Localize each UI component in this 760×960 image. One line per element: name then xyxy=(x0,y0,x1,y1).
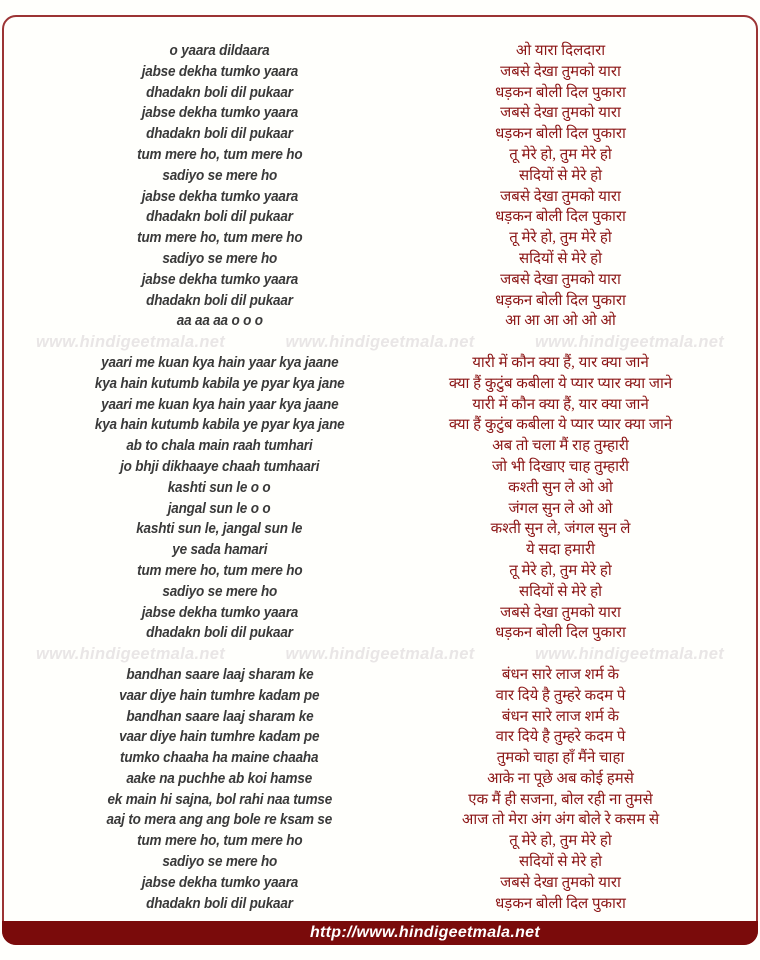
lyric-line-latin xyxy=(49,665,390,686)
lyric-hindi-text: जबसे देखा तुमको यारा xyxy=(500,604,621,621)
lyric-hindi-text: बंधन सारे लाज शर्म के xyxy=(501,666,620,683)
lyric-latin-text: dhadakn boli dil pukaar xyxy=(146,83,293,101)
watermark-row xyxy=(4,644,756,665)
lyric-line-latin xyxy=(49,374,390,395)
lyric-line-latin xyxy=(49,582,390,603)
lyric-latin-text: sadiyo se mere ho xyxy=(162,166,277,184)
watermark-text: www.hindigeetmala.net xyxy=(36,333,226,352)
lyric-line-hindi xyxy=(390,748,731,769)
lyric-latin-text: jabse dekha tumko yaara xyxy=(141,603,298,621)
lyric-line-row xyxy=(4,270,756,291)
lyric-line-latin xyxy=(49,748,390,769)
lyric-latin-text: sadiyo se mere ho xyxy=(162,249,277,267)
lyric-line-hindi xyxy=(390,831,731,852)
lyric-line-hindi xyxy=(390,83,731,104)
lyric-line-hindi xyxy=(390,415,731,436)
lyric-latin-text: jo bhji dikhaaye chaah tumhaari xyxy=(119,457,320,475)
lyric-line-hindi xyxy=(390,395,731,416)
lyric-line-hindi xyxy=(390,478,731,499)
lyric-line-row xyxy=(4,395,756,416)
lyric-line-latin xyxy=(49,145,390,166)
lyric-line-hindi xyxy=(390,457,731,478)
lyric-line-hindi xyxy=(390,790,731,811)
lyric-latin-text: kya hain kutumb kabila ye pyar kya jane xyxy=(94,416,345,434)
lyric-hindi-text: सदियों से मेरे हो xyxy=(519,583,602,600)
lyric-latin-text: o yaara dildaara xyxy=(169,42,270,59)
lyric-line-latin xyxy=(49,311,390,332)
lyric-latin-text: kashti sun le, jangal sun le xyxy=(136,520,303,538)
lyric-line-hindi xyxy=(390,499,731,520)
lyric-line-hindi xyxy=(390,561,731,582)
lyric-line-latin xyxy=(49,790,390,811)
lyric-line-latin xyxy=(49,187,390,208)
lyric-line-row xyxy=(4,457,756,478)
lyric-latin-text: aa aa aa o o o xyxy=(176,312,263,330)
lyric-line-row xyxy=(4,478,756,499)
lyric-latin-text: jangal sun le o o xyxy=(168,499,271,517)
lyric-line-latin xyxy=(49,852,390,873)
lyric-line-latin xyxy=(49,291,390,312)
lyric-line-hindi xyxy=(390,353,731,374)
lyric-line-row xyxy=(4,62,756,83)
lyric-line-row xyxy=(4,582,756,603)
lyric-line-row xyxy=(4,353,756,374)
lyric-hindi-text: जंगल सुन ले ओ ओ xyxy=(508,500,613,517)
lyric-latin-text: sadiyo se mere ho xyxy=(162,853,277,871)
lyric-hindi-text: तू मेरे हो, तुम मेरे हो xyxy=(509,230,612,247)
lyric-line-latin xyxy=(49,540,390,561)
lyric-line-hindi xyxy=(390,249,731,270)
lyric-hindi-text: आ आ आ ओ ओ ओ xyxy=(505,313,616,330)
lyric-latin-text: ab to chala main raah tumhari xyxy=(126,437,313,455)
lyric-latin-text: jabse dekha tumko yaara xyxy=(141,104,298,122)
lyric-latin-text: jabse dekha tumko yaara xyxy=(141,873,298,891)
lyric-line-latin xyxy=(49,686,390,707)
lyric-latin-text: yaari me kuan kya hain yaar kya jaane xyxy=(100,353,339,371)
lyric-latin-text: jabse dekha tumko yaara xyxy=(141,187,298,205)
lyric-latin-text: sadiyo se mere ho xyxy=(162,582,277,600)
lyric-line-hindi xyxy=(390,228,731,249)
lyric-line-hindi xyxy=(390,291,731,312)
lyric-hindi-text: कश्ती सुन ले, जंगल सुन ले xyxy=(490,521,631,538)
lyric-latin-text: tum mere ho, tum mere ho xyxy=(136,229,303,247)
lyric-line-hindi xyxy=(390,894,731,915)
lyric-line-hindi xyxy=(390,623,731,644)
lyric-line-latin xyxy=(49,769,390,790)
watermark-text: www.hindigeetmala.net xyxy=(36,645,226,663)
lyric-latin-text: jabse dekha tumko yaara xyxy=(141,270,298,288)
lyric-line-latin xyxy=(49,83,390,104)
lyric-hindi-text: जबसे देखा तुमको यारा xyxy=(500,271,621,288)
lyric-line-hindi xyxy=(390,187,731,208)
lyric-line-row xyxy=(4,707,756,728)
lyric-latin-text: kashti sun le o o xyxy=(168,478,271,496)
lyric-hindi-text: तू मेरे हो, तुम मेरे हो xyxy=(509,833,612,850)
lyric-line-latin xyxy=(49,873,390,894)
lyric-line-hindi xyxy=(390,207,731,228)
lyric-hindi-text: जो भी दिखाए चाह तुम्हारी xyxy=(491,458,630,475)
lyric-line-row xyxy=(4,561,756,582)
lyric-line-row xyxy=(4,207,756,228)
lyric-latin-text: bandhan saare laaj sharam ke xyxy=(125,665,314,683)
lyric-hindi-text: क्या हैं कुटुंब कबीला ये प्यार प्यार क्या जाने xyxy=(448,417,673,434)
lyric-latin-text: tum mere ho, tum mere ho xyxy=(136,561,303,579)
watermark-text: www.hindigeetmala.net xyxy=(285,333,475,352)
lyric-hindi-text: सदियों से मेरे हो xyxy=(519,854,602,871)
lyric-latin-text: yaari me kuan kya hain yaar kya jaane xyxy=(100,395,339,413)
lyric-line-latin xyxy=(49,457,390,478)
watermark-text: www.hindigeetmala.net xyxy=(534,333,724,352)
lyric-line-row xyxy=(4,769,756,790)
lyric-hindi-text: धड़कन बोली दिल पुकारा xyxy=(495,126,626,143)
lyric-line-row xyxy=(4,145,756,166)
lyric-line-latin xyxy=(49,103,390,124)
lyric-line-row xyxy=(4,686,756,707)
lyric-hindi-text: अब तो चला मैं राह तुम्हारी xyxy=(492,438,629,455)
lyric-line-latin xyxy=(49,478,390,499)
watermark-text: www.hindigeetmala.net xyxy=(285,645,475,663)
footer-url: http://www.hindigeetmala.net xyxy=(309,924,541,941)
lyric-line-hindi xyxy=(390,769,731,790)
lyric-hindi-text: तू मेरे हो, तुम मेरे हो xyxy=(509,146,612,163)
lyric-line-hindi xyxy=(390,727,731,748)
lyric-line-row xyxy=(4,894,756,915)
lyric-line-row xyxy=(4,41,756,62)
lyric-latin-text: jabse dekha tumko yaara xyxy=(141,62,298,80)
lyric-line-row xyxy=(4,249,756,270)
lyric-hindi-text: आज तो मेरा अंग अंग बोले रे कसम से xyxy=(461,812,660,829)
lyric-line-row xyxy=(4,124,756,145)
lyric-line-latin xyxy=(49,41,390,62)
lyric-line-hindi xyxy=(390,603,731,624)
lyric-latin-text: kya hain kutumb kabila ye pyar kya jane xyxy=(94,374,345,392)
lyric-line-latin xyxy=(49,519,390,540)
lyric-hindi-text: धड़कन बोली दिल पुकारा xyxy=(495,625,626,642)
lyric-hindi-text: तू मेरे हो, तुम मेरे हो xyxy=(509,562,612,579)
lyric-hindi-text: धड़कन बोली दिल पुकारा xyxy=(495,292,626,309)
lyric-hindi-text: धड़कन बोली दिल पुकारा xyxy=(495,895,626,912)
lyric-line-latin xyxy=(49,810,390,831)
lyric-line-latin xyxy=(49,124,390,145)
lyric-latin-text: tum mere ho, tum mere ho xyxy=(136,832,303,850)
lyric-latin-text: tum mere ho, tum mere ho xyxy=(136,145,303,163)
lyric-line-latin xyxy=(49,436,390,457)
lyric-hindi-text: धड़कन बोली दिल पुकारा xyxy=(495,84,626,101)
lyric-line-row xyxy=(4,748,756,769)
lyric-line-hindi xyxy=(390,311,731,332)
lyric-line-latin xyxy=(49,831,390,852)
lyric-latin-text: tumko chaaha ha maine chaaha xyxy=(120,749,319,767)
lyric-line-row xyxy=(4,291,756,312)
lyric-latin-text: dhadakn boli dil pukaar xyxy=(146,208,293,226)
lyric-hindi-text: जबसे देखा तुमको यारा xyxy=(500,105,621,122)
lyrics-area xyxy=(4,41,756,914)
footer-bar xyxy=(2,921,758,945)
lyric-line-latin xyxy=(49,707,390,728)
lyric-line-row xyxy=(4,311,756,332)
lyric-hindi-text: जबसे देखा तुमको यारा xyxy=(500,188,621,205)
lyric-line-row xyxy=(4,228,756,249)
lyric-latin-text: ye sada hamari xyxy=(171,541,268,559)
lyric-hindi-text: वार दिये है तुम्हरे कदम पे xyxy=(495,729,626,746)
lyric-line-latin xyxy=(49,727,390,748)
lyric-latin-text: vaar diye hain tumhre kadam pe xyxy=(119,728,320,746)
lyric-line-hindi xyxy=(390,124,731,145)
lyric-hindi-text: कश्ती सुन ले ओ ओ xyxy=(508,479,613,496)
lyric-line-latin xyxy=(49,249,390,270)
lyric-line-hindi xyxy=(390,436,731,457)
lyric-line-row xyxy=(4,83,756,104)
lyric-line-hindi xyxy=(390,62,731,83)
lyric-line-hindi xyxy=(390,145,731,166)
lyric-line-row xyxy=(4,166,756,187)
lyric-latin-text: bandhan saare laaj sharam ke xyxy=(125,707,314,725)
lyric-line-latin xyxy=(49,353,390,374)
lyric-line-latin xyxy=(49,499,390,520)
lyric-hindi-text: तुमको चाहा हाँ मैंने चाहा xyxy=(496,750,625,767)
lyric-latin-text: ek main hi sajna, bol rahi naa tumse xyxy=(107,790,332,808)
lyric-line-latin xyxy=(49,228,390,249)
lyric-hindi-text: बंधन सारे लाज शर्म के xyxy=(501,708,620,725)
lyric-hindi-text: सदियों से मेरे हो xyxy=(519,250,602,267)
lyric-line-latin xyxy=(49,603,390,624)
lyric-line-latin xyxy=(49,62,390,83)
lyric-line-latin xyxy=(49,166,390,187)
lyric-line-row xyxy=(4,623,756,644)
lyric-latin-text: dhadakn boli dil pukaar xyxy=(146,624,293,642)
lyric-line-hindi xyxy=(390,810,731,831)
lyric-line-row xyxy=(4,103,756,124)
lyric-hindi-text: वार दिये है तुम्हरे कदम पे xyxy=(495,687,626,704)
lyric-line-row xyxy=(4,831,756,852)
lyric-line-hindi xyxy=(390,852,731,873)
lyric-line-latin xyxy=(49,894,390,915)
lyric-line-row xyxy=(4,415,756,436)
lyric-line-hindi xyxy=(390,41,731,62)
lyric-latin-text: dhadakn boli dil pukaar xyxy=(146,125,293,143)
lyric-line-hindi xyxy=(390,270,731,291)
lyric-latin-text: vaar diye hain tumhre kadam pe xyxy=(119,686,320,704)
lyric-line-latin xyxy=(49,415,390,436)
lyric-hindi-text: क्या हैं कुटुंब कबीला ये प्यार प्यार क्या जाने xyxy=(448,375,673,392)
lyric-hindi-text: एक मैं ही सजना, बोल रही ना तुमसे xyxy=(468,791,653,808)
page-frame xyxy=(2,15,758,945)
lyric-latin-text: dhadakn boli dil pukaar xyxy=(146,894,293,912)
lyric-line-row xyxy=(4,603,756,624)
lyric-hindi-text: जबसे देखा तुमको यारा xyxy=(500,63,621,80)
lyric-latin-text: aaj to mera ang ang bole re ksam se xyxy=(106,811,333,829)
lyric-line-latin xyxy=(49,207,390,228)
lyric-line-row xyxy=(4,665,756,686)
lyric-hindi-text: यारी में कौन क्या हैं, यार क्या जाने xyxy=(472,396,649,413)
lyric-line-row xyxy=(4,810,756,831)
lyric-line-row xyxy=(4,374,756,395)
lyric-line-hindi xyxy=(390,665,731,686)
lyric-hindi-text: ये सदा हमारी xyxy=(525,542,596,559)
lyric-latin-text: aake na puchhe ab koi hamse xyxy=(126,769,313,787)
lyric-line-latin xyxy=(49,395,390,416)
lyric-line-row xyxy=(4,790,756,811)
lyric-line-row xyxy=(4,852,756,873)
lyric-line-hindi xyxy=(390,707,731,728)
lyric-line-row xyxy=(4,540,756,561)
lyric-line-hindi xyxy=(390,519,731,540)
lyric-line-row xyxy=(4,727,756,748)
lyric-line-row xyxy=(4,187,756,208)
lyric-hindi-text: यारी में कौन क्या हैं, यार क्या जाने xyxy=(472,354,649,371)
lyric-line-hindi xyxy=(390,582,731,603)
lyric-hindi-text: सदियों से मेरे हो xyxy=(519,167,602,184)
lyric-line-row xyxy=(4,519,756,540)
lyric-line-row xyxy=(4,873,756,894)
lyric-hindi-text: आके ना पूछे अब कोई हमसे xyxy=(487,770,634,787)
lyric-line-hindi xyxy=(390,166,731,187)
lyric-latin-text: dhadakn boli dil pukaar xyxy=(146,291,293,309)
lyric-hindi-text: जबसे देखा तुमको यारा xyxy=(500,874,621,891)
lyric-hindi-text: ओ यारा दिलदारा xyxy=(515,43,606,59)
watermark-text: www.hindigeetmala.net xyxy=(534,645,724,663)
lyric-line-hindi xyxy=(390,686,731,707)
lyric-line-latin xyxy=(49,561,390,582)
lyric-line-hindi xyxy=(390,374,731,395)
lyric-line-row xyxy=(4,499,756,520)
lyric-line-hindi xyxy=(390,540,731,561)
watermark-row xyxy=(4,332,756,353)
lyric-hindi-text: धड़कन बोली दिल पुकारा xyxy=(495,209,626,226)
lyric-line-latin xyxy=(49,623,390,644)
lyric-line-row xyxy=(4,436,756,457)
lyric-line-hindi xyxy=(390,873,731,894)
lyric-line-latin xyxy=(49,270,390,291)
lyric-line-hindi xyxy=(390,103,731,124)
